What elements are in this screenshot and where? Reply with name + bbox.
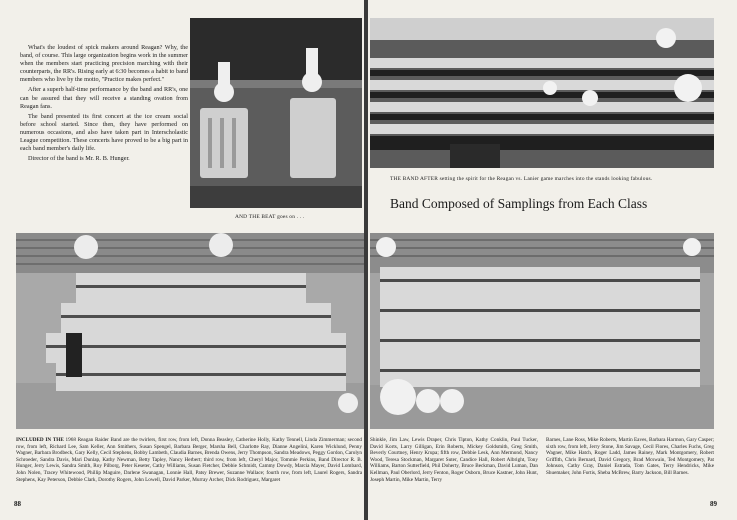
drum-majors-photo	[190, 18, 362, 208]
names-lead: INCLUDED IN THE	[16, 437, 64, 443]
right-page	[368, 0, 737, 520]
page-number-left: 88	[14, 500, 21, 508]
drum-majors-caption: AND THE BEAT goes on . . .	[235, 214, 305, 220]
band-members-list-right-b: Barnes, Lane Ross, Mike Roberts, Martin Eaves, Barbara Harmon, Gary Casper; sixth row, from left, Jerry Stone, Jim Savage, Cecil Flores, Charles Fuchs, Greg Wagner, Mike Hatch, Roger Ladd, James Rainey, Mark Montgomery, Robert Griffith, Chris Bernard, David Gregory, Brad Mcswain, Ted Montgomery, Pat Johnson, Cathy Gray, Daniel Estrada, Tom Gates, Terry Hendricks, Mike Shuemaker, John Fortis, Sheba McBrew, Barry Jackson, Bill Barnes.	[546, 437, 714, 476]
intro-text	[20, 44, 188, 165]
page-title: Band Composed of Samplings from Each Class	[390, 196, 648, 211]
left-page	[0, 0, 364, 520]
band-stands-photo	[370, 18, 714, 168]
intro-paragraph-2: After a superb half-time performance by the band and RR's, one can be assured that they will receive a standing ovation from Reagan fans.	[20, 86, 188, 110]
band-stands-caption: THE BAND AFTER setting the spirit for the Reagan vs. Lanier game marches into the stands looking fabulous.	[390, 176, 653, 182]
intro-paragraph-4: Director of the band is Mr. R. B. Hunger.	[28, 155, 130, 163]
names-text: 1968 Reagan Raider Band are the twirlers, first row, from left, Donna Beasley, Catherine Holly, Kathy Tennell, Linda Zimmerman; second row, from left, Richard Lee, Sam Keller, Ann Smithers, Susan Spengel, Barbara Berger, Marsha Bell, Charlotte Ray, Dianne Angelini, Karen Wicklund, Penny Wagner, Barbara Brodbeck, Gary Kelly, Cecil Stephens, Bobby Lambeth, Claudia Barnes, Brenda Owens, Jerry Thompson, Sandra Meadows, Peggy Gordon, Carolyn Schroeder, Sandra Davis, Mari Dunlap, Kathy Newman, Betty Tapley, Nancy Herbert; third row, from left, Cheryl Major, Tommie Perkins, Band Director R. B. Hunger, Jerry Lewis, Sandra Smith, Roy Pilborg, Peter Keseter, Cathy Williams, Susan Fletcher, Debbie Schmidt, Cammy Dowdy, Marcia Mayer, David Lombard, John Nolen, Tracey Whitewood, Phillip Maguire, Darlene Swanagan, Lonnie Hall, Patsy Brewer, Suzanne Wallace; fourth row, from left, Laurel Rogers, Sandra Stephens, Kay Peterson, Debbie Clark, Dorothy Rogers, John Lowell, David Parker, Murray Archer, Dick Rodriguez, Margaret	[16, 437, 362, 483]
band-group-photo-left	[16, 233, 364, 429]
intro-paragraph-1: What's the loudest of spick makers around Reagan? Why, the band, of course. This large organization begins work in the summer when the members start practicing precision marching with their counterparts, the RR's. Rising early at 6:30 becomes a habit to band members who live by the motto, "Practice makes perfect."	[20, 44, 188, 84]
page-number-right: 89	[710, 500, 717, 508]
intro-paragraph-3: The band presented its first concert at the ice cream social before school started. Since then, they have performed on numerous occasions, and also have taken part in Interscholastic League competition. These concerts have proved to be a big part in each band member's daily life.	[20, 112, 188, 153]
band-members-list-right-a: Shinkle, Jim Law, Lewis Draper, Chris Tipton, Kathy Conklin, Paul Tucker, David Korts, Larry Gilligan, Erin Roberts, Mickey Goldsmith, Greg Smith, Beverly Courtney, Henry Krupa; fifth row, Debbie Lesk, Ann Mermond, Nancy Wood, Teresa Stockman, Margaret Suter, Candice Hall, Robert Albright, Tony Williams, Barton Sutterfield, Phil Doherty, Bruce Beckman, David Luman, Dan Kellman, Paul Oberlord, Jerry Fenton, Roger Osborn, Bruce Kastner, John Hunt, Joseph Martin, Mike Martin, Terry	[370, 437, 538, 483]
band-members-list-left	[16, 437, 362, 483]
band-group-photo-right	[370, 233, 714, 429]
